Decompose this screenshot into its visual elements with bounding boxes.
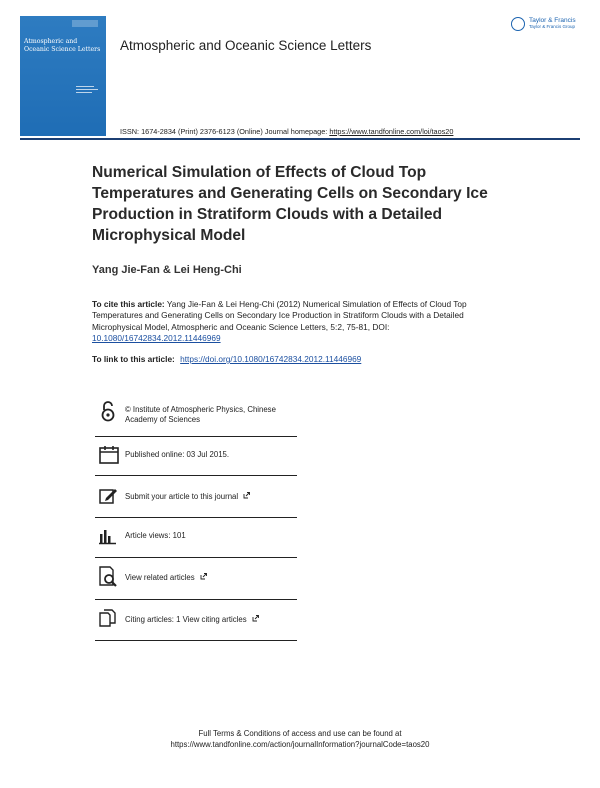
citing-articles-icon <box>98 609 118 629</box>
issn-line <box>120 127 453 136</box>
header-divider <box>20 138 580 140</box>
footer-terms-link[interactable]: https://www.tandfonline.com/action/journalInformation?journalCode=taos20 <box>170 740 430 749</box>
page-footer <box>0 728 600 750</box>
link-label: To link to this article: <box>92 354 175 364</box>
article-doi-link[interactable]: https://doi.org/10.1080/16742834.2012.11446969 <box>180 354 362 364</box>
citation-block <box>92 299 512 344</box>
info-item-submit[interactable] <box>95 476 297 518</box>
calendar-icon <box>98 445 118 465</box>
external-link-icon <box>252 615 259 622</box>
info-text: © Institute of Atmospheric Physics, Chinese Academy of Sciences <box>125 405 276 424</box>
info-item-related[interactable] <box>95 558 297 600</box>
article-title: Numerical Simulation of Effects of Cloud Top Temperatures and Generating Cells on Secondary Ice Production in Stratiform Clouds with a Detailed Microphysical Model <box>92 164 488 244</box>
info-text[interactable]: Citing articles: 1 View citing articles <box>125 615 247 624</box>
edit-icon <box>98 486 118 506</box>
journal-homepage-link[interactable]: https://www.tandfonline.com/loi/taos20 <box>329 127 454 136</box>
citation-doi-link[interactable]: 10.1080/16742834.2012.11446969 <box>92 332 221 343</box>
open-access-icon <box>98 401 118 421</box>
external-link-icon <box>200 573 207 580</box>
article-info-list <box>95 395 297 641</box>
publisher-name: Taylor & Francis <box>529 17 576 24</box>
article-link-line <box>92 354 361 364</box>
journal-cover-image <box>20 16 106 136</box>
external-link-icon <box>243 492 250 499</box>
footer-terms-text: Full Terms & Conditions of access and use can be found at <box>198 729 402 738</box>
publisher-logo[interactable] <box>511 15 589 37</box>
info-text[interactable]: View related articles <box>125 573 195 582</box>
cover-journal-name: Atmospheric and Oceanic Science Letters <box>24 38 101 53</box>
info-item-copyright <box>95 395 297 437</box>
info-text: Article views: 101 <box>125 531 186 540</box>
info-item-citing[interactable] <box>95 600 297 641</box>
info-text[interactable]: Submit your article to this journal <box>125 492 239 501</box>
issn-text: ISSN: 1674-2834 (Print) 2376-6123 (Online) Journal homepage: <box>120 127 328 136</box>
journal-title: Atmospheric and Oceanic Science Letters <box>120 38 372 53</box>
citation-label: To cite this article: <box>92 299 165 309</box>
cover-text-lines <box>76 86 98 95</box>
search-document-icon <box>98 566 118 586</box>
publisher-logo-icon <box>511 17 525 31</box>
cover-badge <box>72 20 98 27</box>
info-item-views <box>95 518 297 558</box>
article-authors: Yang Jie-Fan & Lei Heng-Chi <box>92 264 242 276</box>
info-item-published <box>95 437 297 476</box>
citation-text: Yang Jie-Fan & Lei Heng-Chi (2012) Numerical Simulation of Effects of Cloud Top Temperatures and Generating Cells on Secondary Ice Production in Stratiform Clouds with a Detailed Microphysical Model, Atmospheric and Oceanic Science Letters, 5:2, 75-81, DOI: <box>92 299 467 332</box>
publisher-tagline: Taylor & Francis Group <box>529 24 576 29</box>
info-text: Published online: 03 Jul 2015. <box>125 450 230 459</box>
bar-chart-icon <box>98 526 118 546</box>
